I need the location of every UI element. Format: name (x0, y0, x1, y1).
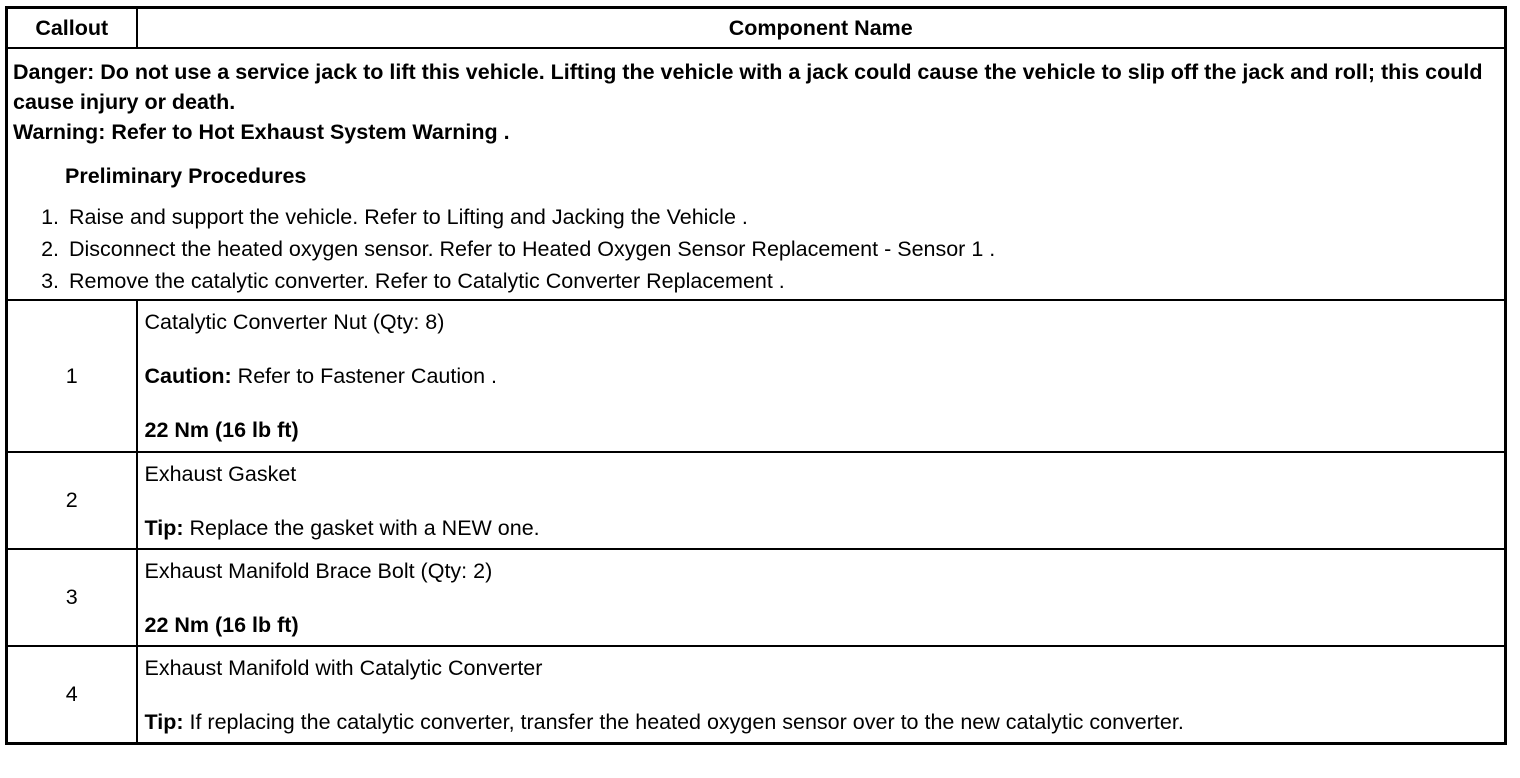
tip-note (145, 707, 1499, 737)
component-cell (137, 300, 1506, 452)
component-name: Exhaust Gasket (144, 462, 297, 486)
notes-row (7, 48, 1506, 300)
step-item: 2. Disconnect the heated oxygen sensor. Refer to Heated Oxygen Sensor Replacement - Sensor 1 . (65, 233, 1498, 265)
warning-prefix: Warning: Refer to (13, 120, 199, 144)
component-name-header: Component Name (137, 8, 1506, 49)
step-item: 1. Raise and support the vehicle. Refer to Lifting and Jacking the Vehicle . (65, 201, 1498, 233)
caution-note (145, 361, 1499, 391)
table-row (7, 549, 1506, 646)
warning-suffix: . (497, 120, 510, 144)
component-name: Exhaust Manifold Brace Bolt (Qty: 2) (144, 559, 493, 583)
component-cell (137, 646, 1506, 743)
component-name: Exhaust Manifold with Catalytic Converter (144, 656, 543, 680)
table-row (7, 300, 1506, 452)
torque-spec: 22 Nm (16 lb ft) (144, 418, 299, 442)
callout-number: 3 (7, 549, 137, 646)
caution-text: Refer to Fastener Caution . (231, 364, 497, 388)
warning-link[interactable]: Hot Exhaust System Warning (198, 120, 498, 144)
callout-number: 1 (7, 300, 137, 452)
step-item: 3. Remove the catalytic converter. Refer to Catalytic Converter Replacement . (65, 265, 1498, 297)
header-row (7, 8, 1506, 49)
tip-label: Tip: (144, 710, 184, 734)
caution-label: Caution: (144, 364, 232, 388)
tip-text: If replacing the catalytic converter, transfer the heated oxygen sensor over to the new catalytic converter. (183, 710, 1184, 734)
component-table (5, 6, 1507, 745)
tip-text: Replace the gasket with a NEW one. (183, 516, 540, 540)
torque-spec: 22 Nm (16 lb ft) (144, 613, 299, 637)
notes-cell (7, 48, 1506, 300)
procedure-table-wrapper (5, 6, 1507, 745)
component-cell (137, 452, 1506, 549)
warning-note (13, 117, 1498, 147)
table-row (7, 646, 1506, 743)
callout-number: 2 (7, 452, 137, 549)
preliminary-steps-list (13, 201, 1498, 297)
callout-header: Callout (7, 8, 137, 49)
component-cell (137, 549, 1506, 646)
table-row (7, 452, 1506, 549)
component-name: Catalytic Converter Nut (Qty: 8) (144, 310, 445, 334)
preliminary-procedures-title: Preliminary Procedures (65, 164, 307, 188)
callout-number: 4 (7, 646, 137, 743)
danger-note: Danger: Do not use a service jack to lift this vehicle. Lifting the vehicle with a jack could cause the vehicle to slip off the jack and roll; this could cause injury or death. (13, 60, 1483, 114)
tip-label: Tip: (144, 516, 184, 540)
tip-note (145, 513, 1499, 543)
